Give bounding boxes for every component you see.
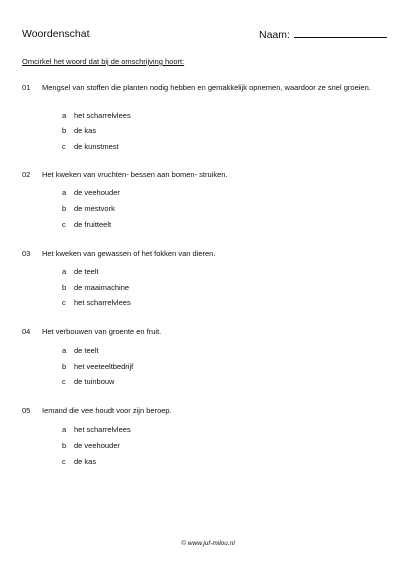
question-text: Het verbouwen van groente en fruit. (42, 327, 162, 336)
option-letter: b (62, 283, 67, 292)
option-letter: b (62, 126, 67, 135)
option-letter: b (62, 362, 67, 371)
question-number: 02 (22, 170, 31, 179)
question-text: Iemand die vee houdt voor zijn beroep. (42, 406, 172, 415)
option-text: de mestvork (74, 204, 115, 213)
name-label: Naam: (259, 29, 290, 41)
option-text: de tuinbouw (74, 377, 115, 386)
option-letter: c (62, 220, 66, 229)
option-text: de veehouder (74, 188, 120, 197)
option-text: de maaimachine (74, 283, 130, 292)
footer-copyright: © www.juf-milou.nl (181, 540, 235, 547)
question-number: 03 (22, 249, 31, 258)
option-letter: c (62, 457, 66, 466)
question-number: 05 (22, 406, 31, 415)
option-text: het scharrelvlees (74, 425, 131, 434)
option-letter: c (62, 298, 66, 307)
option-text: de kas (74, 126, 97, 135)
option-text: de kas (74, 457, 97, 466)
option-text: het scharrelvlees (74, 298, 131, 307)
question-text: Het kweken van vruchten- bessen aan bomen- struiken. (42, 170, 228, 179)
question-text: Het kweken van gewassen of het fokken van dieren. (42, 249, 216, 258)
question-text: Mengsel van stoffen die planten nodig hebben en gemakkelijk opnemen, waardoor ze snel groeien. (42, 83, 371, 92)
name-blank-line (294, 28, 387, 38)
option-letter: a (62, 267, 67, 276)
option-text: de kunstmest (74, 142, 119, 151)
name-field (259, 28, 387, 41)
question-number: 04 (22, 327, 31, 336)
option-letter: c (62, 377, 66, 386)
option-text: het scharrelvlees (74, 111, 131, 120)
option-letter: c (62, 142, 66, 151)
question-number: 01 (22, 83, 31, 92)
instruction: Omcirkel het woord dat bij de omschrijving hoort: (22, 57, 185, 66)
option-text: de veehouder (74, 441, 120, 450)
option-letter: a (62, 188, 67, 197)
option-text: de teelt (74, 267, 99, 276)
option-letter: b (62, 204, 67, 213)
option-letter: a (62, 425, 67, 434)
option-text: de fruitteelt (74, 220, 112, 229)
option-text: de teelt (74, 346, 99, 355)
option-text: het veeteeltbedrijf (74, 362, 134, 371)
option-letter: a (62, 111, 67, 120)
option-letter: b (62, 441, 67, 450)
option-letter: a (62, 346, 67, 355)
worksheet-title: Woordenschat (22, 28, 90, 40)
